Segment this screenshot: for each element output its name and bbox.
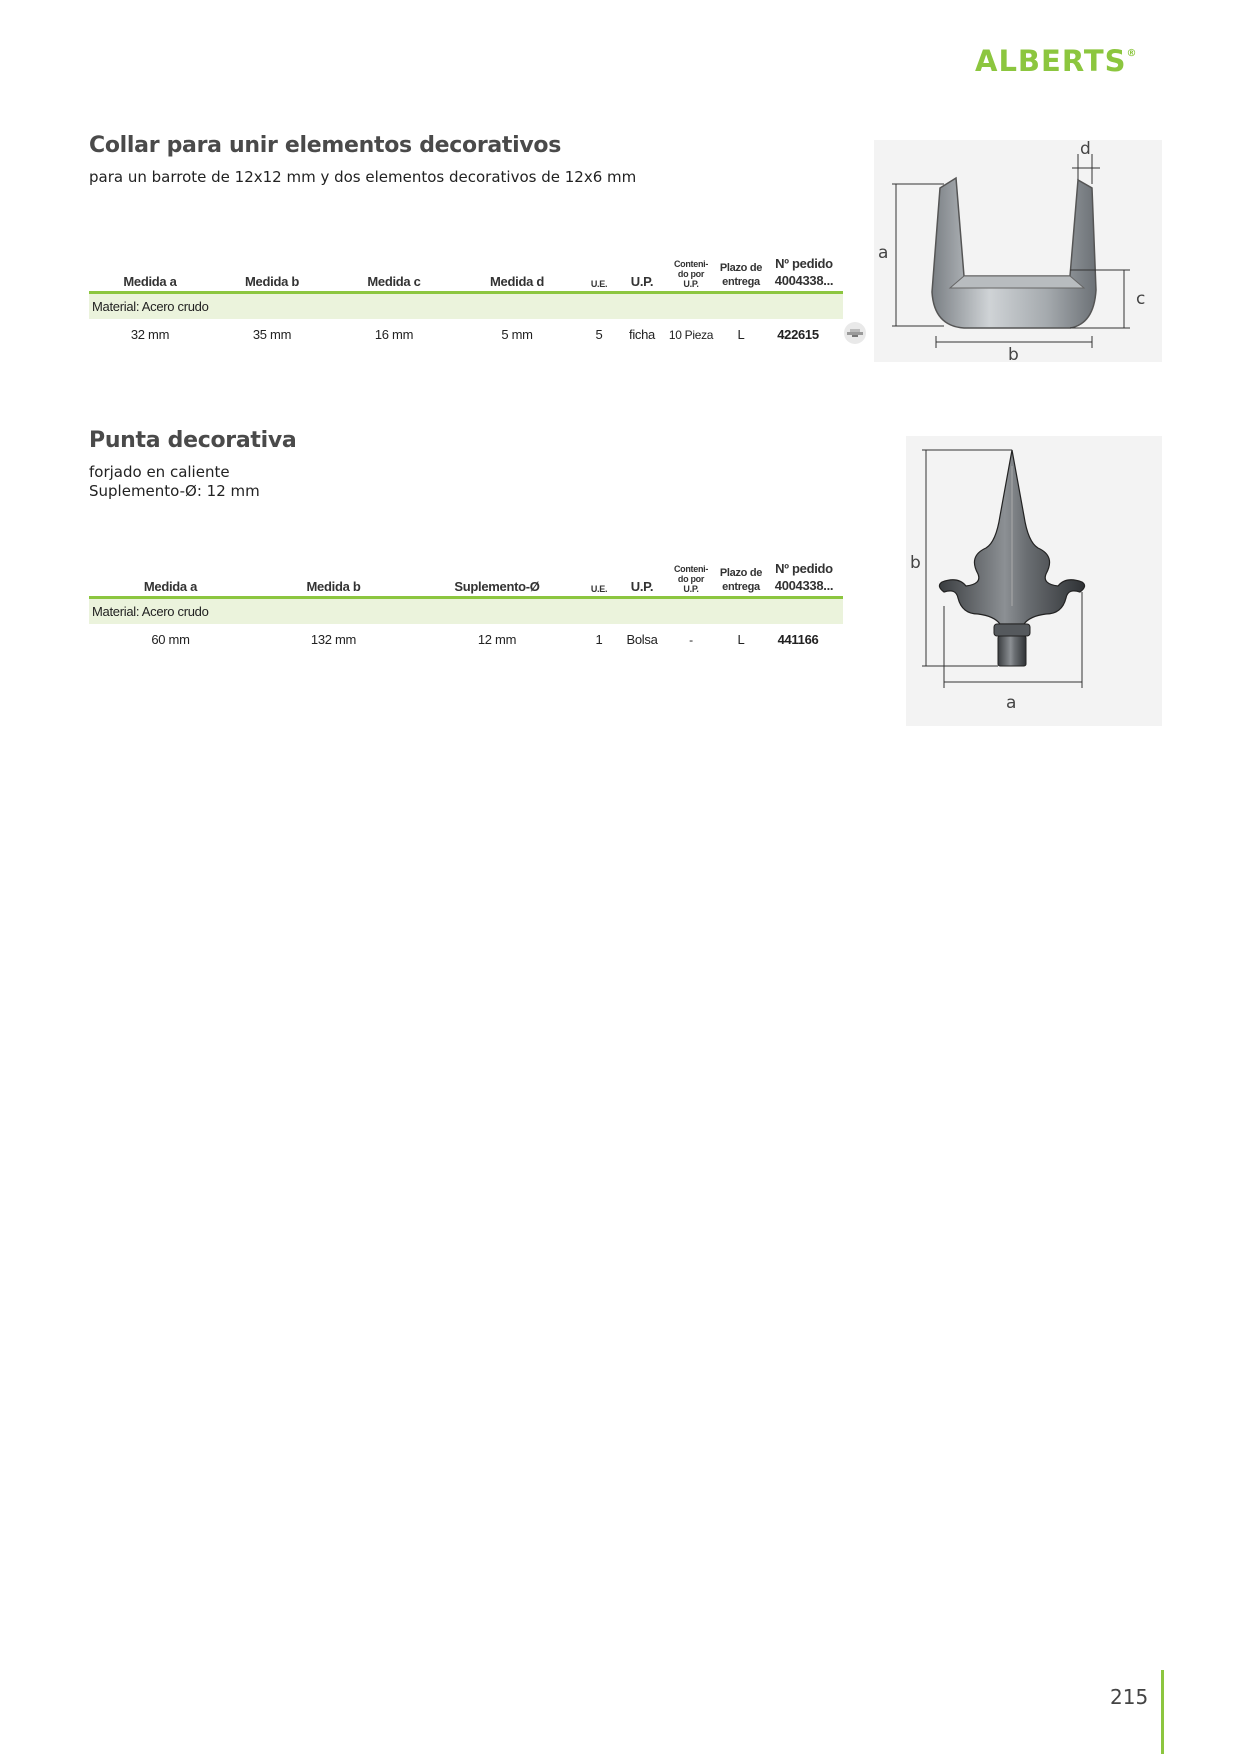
- header-plazo-line: Plazo de: [719, 567, 763, 579]
- header-pedido-line: Nº pedido: [775, 561, 833, 576]
- cell-contenido: 10 Pieza: [668, 328, 714, 342]
- cell-ue: 5: [595, 327, 603, 342]
- brand-logo: [975, 44, 1137, 78]
- material-row: Material: Acero crudo: [89, 599, 843, 624]
- label-b: b: [1008, 345, 1019, 362]
- collar-diagram: [874, 140, 1162, 362]
- header-medida-d: Medida d: [490, 274, 544, 289]
- cell-plazo: L: [737, 632, 745, 647]
- header-plazo-line: entrega: [722, 276, 760, 288]
- header-up: U.P.: [630, 274, 654, 289]
- cell-plazo: L: [737, 327, 745, 342]
- header-contenido-line: Conteni-: [673, 564, 709, 574]
- header-plazo-line: Plazo de: [719, 262, 763, 274]
- product-title: Collar para unir elementos decorativos: [89, 133, 562, 158]
- label-a: a: [878, 243, 889, 263]
- header-up: U.P.: [630, 579, 654, 594]
- spec-table: [89, 556, 843, 654]
- cell-contenido: -: [689, 633, 693, 647]
- product-subtitle: para un barrote de 12x12 mm y dos elementos decorativos de 12x6 mm: [89, 168, 637, 186]
- header-medida-a: Medida a: [143, 579, 198, 594]
- header-pedido-line: 4004338...: [774, 578, 834, 593]
- header-contenido-line: U.P.: [683, 584, 699, 594]
- cell-medida-d: 5 mm: [501, 327, 533, 342]
- subtitle-line: forjado en caliente: [89, 463, 230, 481]
- table-row[interactable]: [89, 624, 843, 654]
- cell-medida-a: 32 mm: [130, 327, 170, 342]
- header-contenido-line: do por: [677, 269, 705, 279]
- label-b: b: [910, 553, 921, 573]
- header-medida-a: Medida a: [123, 274, 177, 289]
- label-a: a: [1006, 693, 1017, 713]
- cell-medida-a: 60 mm: [151, 632, 190, 647]
- header-medida-b: Medida b: [306, 579, 361, 594]
- header-contenido: [665, 564, 717, 594]
- cell-medida-c: 16 mm: [374, 327, 414, 342]
- label-d: d: [1080, 140, 1091, 159]
- header-plazo: [717, 261, 765, 289]
- cell-pedido[interactable]: 441166: [777, 632, 819, 647]
- collar-drawing: [874, 140, 1162, 362]
- material-row: Material: Acero crudo: [89, 294, 843, 319]
- header-pedido-line: 4004338...: [774, 273, 834, 288]
- brand-name: ALBERTS: [975, 44, 1127, 78]
- header-ue: U.E.: [590, 279, 608, 289]
- cell-up: ficha: [629, 327, 655, 342]
- page-number: 215: [1110, 1685, 1149, 1709]
- header-pedido: [765, 560, 843, 594]
- punta-drawing: [906, 436, 1162, 726]
- table-row[interactable]: [89, 319, 843, 349]
- table-header: [89, 556, 843, 599]
- header-contenido-line: do por: [677, 574, 705, 584]
- product-title: Punta decorativa: [89, 428, 297, 453]
- header-contenido-line: Conteni-: [673, 259, 709, 269]
- blister-pack-icon: [843, 321, 867, 345]
- cell-suplemento: 12 mm: [477, 632, 517, 647]
- header-suplemento: Suplemento-Ø: [454, 579, 540, 594]
- header-ue: U.E.: [590, 584, 608, 594]
- page-bar: [1161, 1670, 1164, 1754]
- header-medida-b: Medida b: [245, 274, 299, 289]
- subtitle-line: Suplemento-Ø: 12 mm: [89, 482, 260, 500]
- header-pedido: [765, 255, 843, 289]
- cell-up: Bolsa: [626, 632, 658, 647]
- header-contenido: [665, 259, 717, 289]
- header-medida-c: Medida c: [367, 274, 421, 289]
- header-pedido-line: Nº pedido: [775, 256, 833, 271]
- cell-ue: 1: [595, 632, 603, 647]
- header-contenido-line: U.P.: [683, 279, 699, 289]
- punta-diagram: [906, 436, 1162, 726]
- table-header: [89, 251, 843, 294]
- label-c: c: [1136, 289, 1146, 309]
- header-plazo-line: entrega: [722, 581, 760, 593]
- cell-medida-b: 132 mm: [310, 632, 357, 647]
- cell-pedido[interactable]: 422615: [777, 327, 819, 342]
- spec-table: [89, 251, 843, 349]
- brand-mark: ®: [1126, 48, 1137, 59]
- header-plazo: [717, 566, 765, 594]
- cell-medida-b: 35 mm: [252, 327, 292, 342]
